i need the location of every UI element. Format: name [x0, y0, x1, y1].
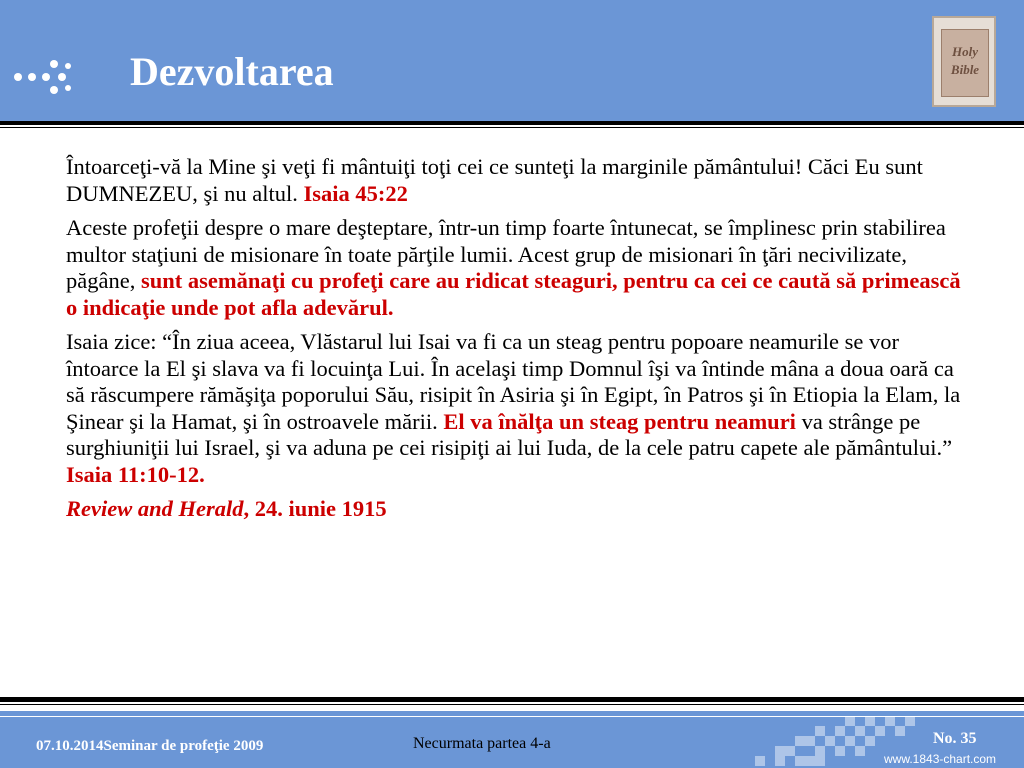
paragraph-2-text: Aceste profeţii despre o mare deşteptare, într-un timp foarte întunecat, se împlinesc prin stabilirea multor staţiuni de misionare în toate părţile lumii. Acest grup de misionari în ţări necivilizate, păgâne, — [66, 215, 946, 293]
slide-title: Dezvoltarea — [130, 49, 334, 94]
bible-logo — [932, 16, 996, 107]
paragraph-3-text-1: Isaia zice: “În ziua aceea, Vlăstarul lui Isai va fi ca un steag pentru popoare neamurile se vor întoarce la El şi slava va fi locuinţa Lui. În acelaşi timp Domnul îşi va întinde mâna a doua oară ca să răscumpere rămăşiţa poporului Său, risipit în Asiria şi în Egipt, în Patros şi în Etiopia la Elam, la Şinear şi la Hamat, şi în ostroavele mării. — [66, 329, 961, 434]
footer-url: www.1843-chart.com — [884, 752, 997, 766]
paragraph-4 — [66, 496, 971, 523]
slide-body — [66, 154, 971, 531]
paragraph-2 — [66, 215, 971, 321]
paragraph-3 — [66, 329, 971, 488]
slide-header — [0, 0, 1024, 121]
header-rule-thin — [0, 127, 1024, 128]
paragraph-3-text-2: va strânge pe surghiuniţii lui Israel, şi va aduna pe cei risipiţi ai lui Iuda, de la cele patru capete ale pământului.” — [66, 408, 953, 460]
slide-number: No. 35 — [933, 730, 977, 747]
paragraph-1-text: Întoarceţi-vă la Mine şi veţi fi mântuiţi toţi cei ce sunteţi la marginile pământului! Căci Eu sunt DUMNEZEU, şi nu altul. — [66, 154, 923, 206]
paragraph-3-emphasis: El va înălţa un steag pentru neamuri — [443, 408, 796, 434]
paragraph-2-emphasis: sunt asemănaţi cu profeţi care au ridicat steaguri, pentru ca cei ce caută să primească o indicaţie unde pot afla adevărul. — [66, 268, 961, 320]
logo-word-1: Holy — [952, 44, 978, 59]
source-title: Review and Herald — [66, 496, 244, 521]
bullet-dots-icon — [12, 52, 78, 102]
footer-date-seminar: 07.10.2014Seminar de profeţie 2009 — [36, 738, 264, 754]
paragraph-3-reference: Isaia 11:10-12. — [66, 461, 205, 487]
bible-book-icon — [941, 29, 989, 97]
footer-rule — [0, 697, 1024, 702]
paragraph-1 — [66, 154, 971, 207]
logo-word-2: Bible — [950, 62, 980, 77]
footer-rule-thin — [0, 704, 1024, 705]
paragraph-1-reference: Isaia 45:22 — [303, 180, 408, 206]
header-rule — [0, 121, 1024, 125]
source-date: , 24. iunie 1915 — [243, 496, 387, 521]
footer-center-text: Necurmata partea 4-a — [413, 735, 551, 752]
